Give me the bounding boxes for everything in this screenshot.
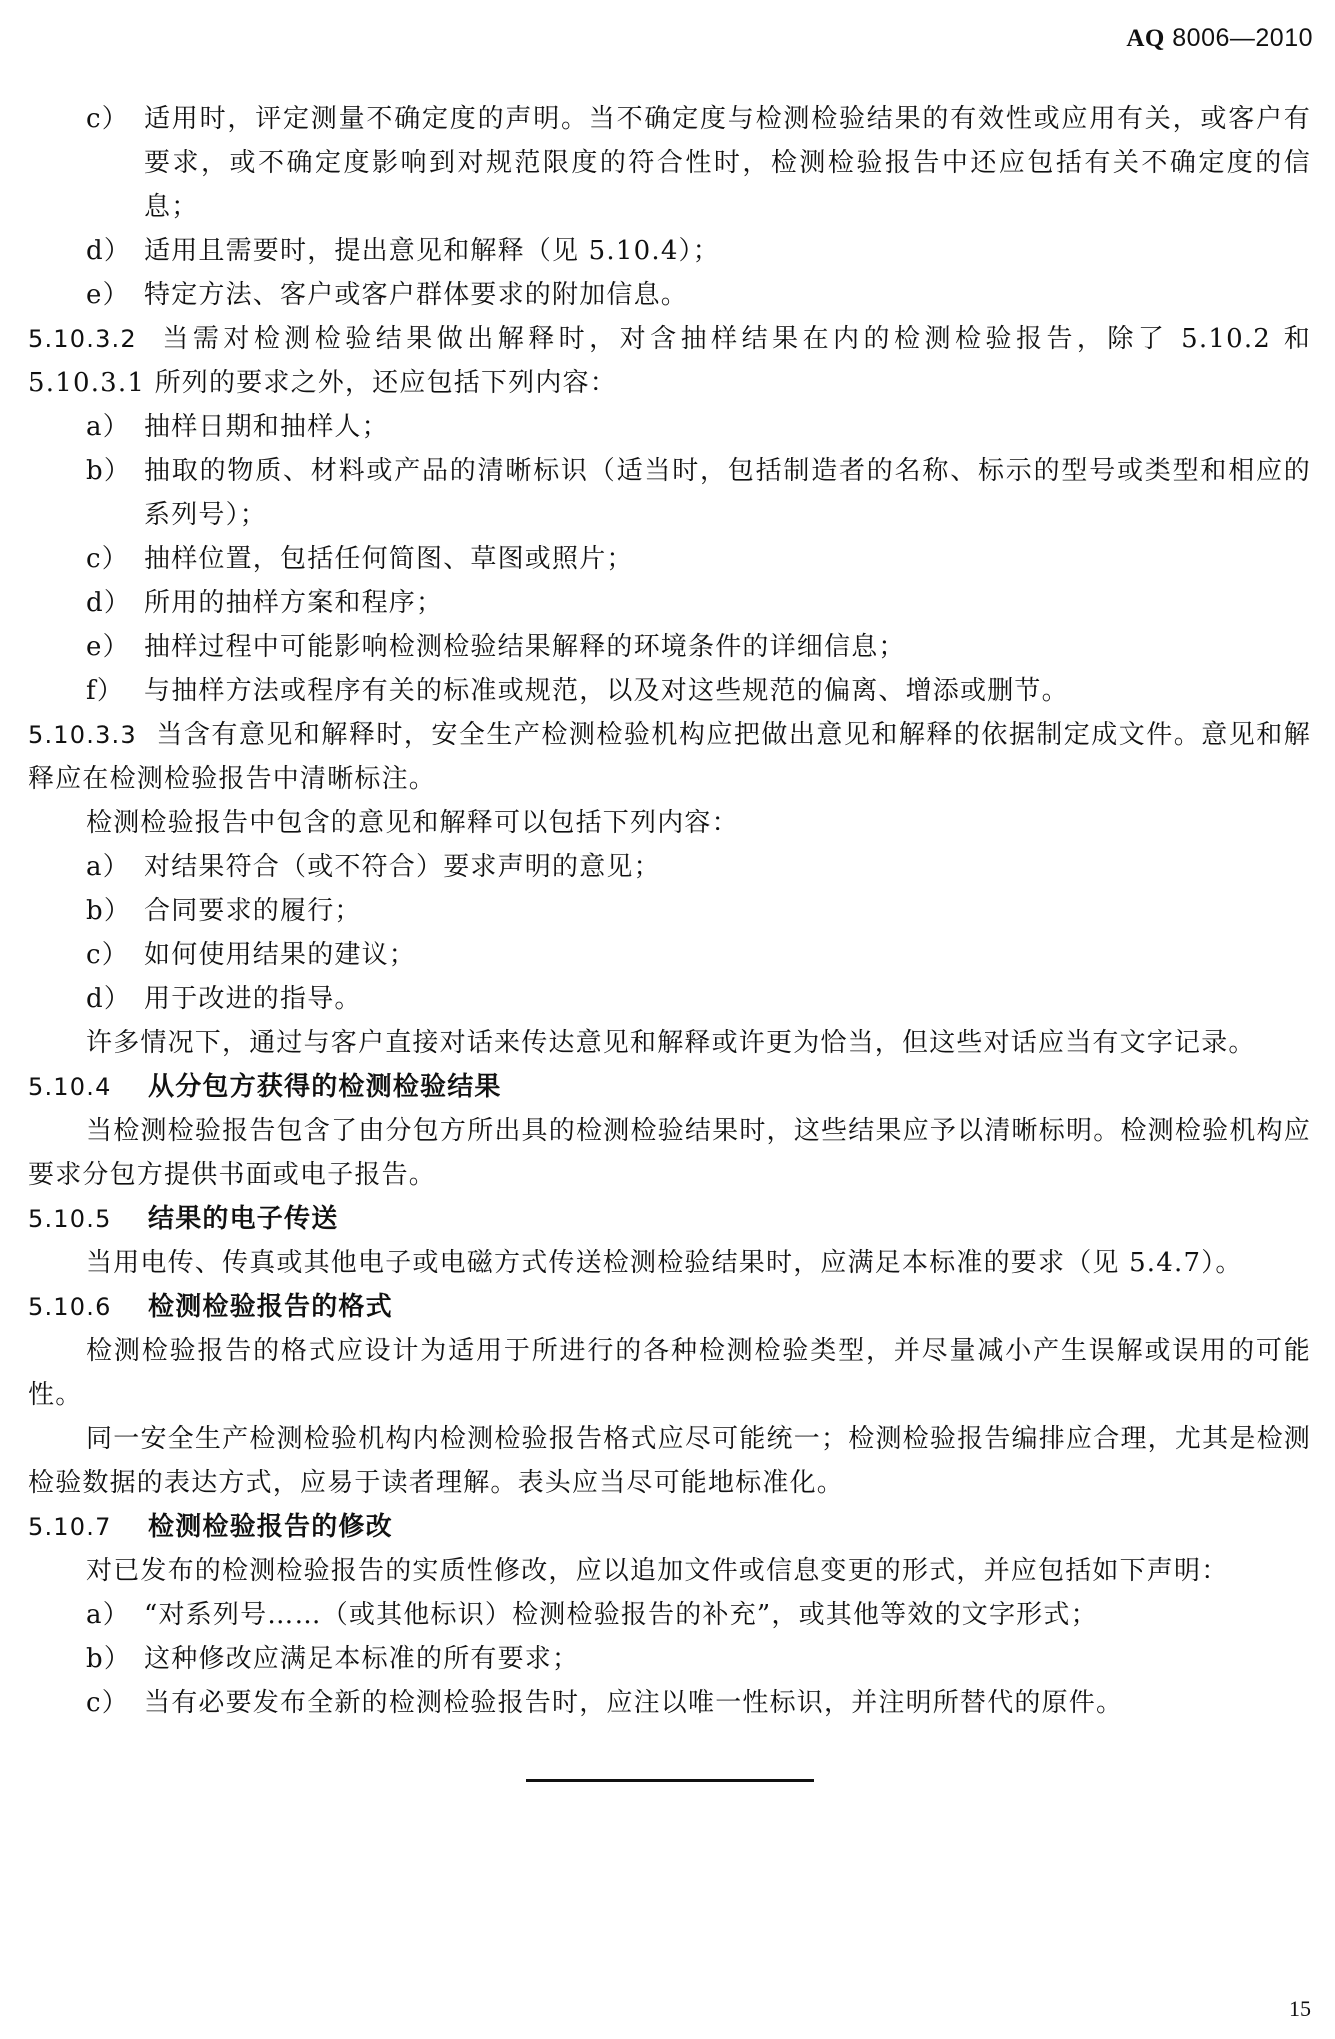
item-label: d） — [86, 984, 132, 1014]
list-item — [28, 405, 1311, 449]
list-item — [28, 97, 1311, 229]
item-text: 与抽样方法或程序有关的标准或规范，以及对这些规范的偏离、增添或删节。 — [144, 676, 1069, 706]
clause-number: 5.10.3.3 — [28, 721, 137, 749]
item-label: e） — [86, 280, 130, 310]
item-label: d） — [86, 588, 132, 618]
section-heading — [28, 1285, 1311, 1329]
list-item — [28, 273, 1311, 317]
item-label: b） — [86, 896, 132, 926]
item-text: 合同要求的履行； — [144, 896, 362, 926]
section-number: 5.10.6 — [28, 1293, 112, 1321]
section-heading — [28, 1505, 1311, 1549]
item-label: f） — [86, 676, 125, 706]
item-text: 这种修改应满足本标准的所有要求； — [144, 1644, 580, 1674]
item-label: c） — [86, 940, 129, 970]
page-number: 15 — [1289, 1996, 1311, 2021]
section-title: 检测检验报告的格式 — [148, 1292, 393, 1322]
list-item — [28, 977, 1311, 1021]
item-text: 适用时，评定测量不确定度的声明。当不确定度与检测检验结果的有效性或应用有关，或客户有要求，或不确定度影响到对规范限度的符合性时，检测检验报告中还应包括有关不确定度的信息； — [144, 104, 1311, 222]
item-label: d） — [86, 236, 132, 266]
item-text: 抽样日期和抽样人； — [144, 412, 389, 442]
standard-prefix: AQ — [1126, 25, 1165, 52]
item-text: “对系列号……（或其他标识）检测检验报告的补充”，或其他等效的文字形式； — [144, 1600, 1098, 1630]
paragraph: 当检测检验报告包含了由分包方所出具的检测检验结果时，这些结果应予以清晰标明。检测检验机构应要求分包方提供书面或电子报告。 — [28, 1116, 1311, 1190]
list-item — [28, 537, 1311, 581]
item-label: a） — [86, 852, 130, 882]
item-label: a） — [86, 412, 130, 442]
section-number: 5.10.5 — [28, 1205, 112, 1233]
item-label: c） — [86, 1688, 129, 1718]
item-text: 所用的抽样方案和程序； — [144, 588, 444, 618]
item-text: 对结果符合（或不符合）要求声明的意见； — [144, 852, 661, 882]
clause-5-10-3-3 — [28, 713, 1311, 801]
list-item — [28, 229, 1311, 273]
list-item — [28, 449, 1311, 537]
item-text: 用于改进的指导。 — [144, 984, 362, 1014]
item-label: c） — [86, 104, 129, 134]
section-number: 5.10.7 — [28, 1513, 112, 1541]
item-text: 特定方法、客户或客户群体要求的附加信息。 — [144, 280, 689, 310]
item-text: 如何使用结果的建议； — [144, 940, 417, 970]
paragraph: 同一安全生产检测检验机构内检测检验报告格式应尽可能统一；检测检验报告编排应合理，尤其是检测检验数据的表达方式，应易于读者理解。表头应当尽可能地标准化。 — [28, 1424, 1311, 1498]
section-title: 检测检验报告的修改 — [148, 1512, 393, 1542]
item-label: b） — [86, 1644, 132, 1674]
page-body — [28, 97, 1311, 1725]
paragraph: 检测检验报告的格式应设计为适用于所进行的各种检测检验类型，并尽量减小产生误解或误用的可能性。 — [28, 1336, 1311, 1410]
list-item — [28, 581, 1311, 625]
list-item — [28, 1681, 1311, 1725]
item-label: b） — [86, 456, 132, 486]
standard-number: 8006—2010 — [1172, 24, 1313, 52]
list-item — [28, 933, 1311, 977]
item-text: 抽取的物质、材料或产品的清晰标识（适当时，包括制造者的名称、标示的型号或类型和相应的系列号）； — [144, 456, 1311, 530]
item-text: 抽样过程中可能影响检测检验结果解释的环境条件的详细信息； — [144, 632, 906, 662]
list-item — [28, 669, 1311, 713]
list-item — [28, 1637, 1311, 1681]
clause-5-10-3-2 — [28, 317, 1311, 405]
section-heading — [28, 1065, 1311, 1109]
paragraph: 对已发布的检测检验报告的实质性修改，应以追加文件或信息变更的形式，并应包括如下声明： — [86, 1556, 1229, 1586]
item-label: e） — [86, 632, 130, 662]
clause-number: 5.10.3.2 — [28, 325, 137, 353]
list-item — [28, 845, 1311, 889]
clause-text: 当含有意见和解释时，安全生产检测检验机构应把做出意见和解释的依据制定成文件。意见和解释应在检测检验报告中清晰标注。 — [28, 720, 1311, 794]
paragraph: 当用电传、传真或其他电子或电磁方式传送检测检验结果时，应满足本标准的要求（见 5.4.7）。 — [86, 1248, 1243, 1278]
list-item — [28, 1593, 1311, 1637]
section-title: 结果的电子传送 — [148, 1204, 339, 1234]
paragraph: 许多情况下，通过与客户直接对话来传达意见和解释或许更为恰当，但这些对话应当有文字记录。 — [86, 1028, 1256, 1058]
end-rule — [526, 1779, 814, 1782]
item-label: a） — [86, 1600, 130, 1630]
item-text: 适用且需要时，提出意见和解释（见 5.10.4）； — [144, 236, 720, 266]
section-number: 5.10.4 — [28, 1073, 112, 1101]
paragraph: 检测检验报告中包含的意见和解释可以包括下列内容： — [86, 808, 739, 838]
list-item — [28, 625, 1311, 669]
section-heading — [28, 1197, 1311, 1241]
item-text: 抽样位置，包括任何简图、草图或照片； — [144, 544, 634, 574]
document-header — [1126, 24, 1313, 53]
item-label: c） — [86, 544, 129, 574]
section-title: 从分包方获得的检测检验结果 — [148, 1072, 502, 1102]
list-item — [28, 889, 1311, 933]
clause-text: 当需对检测检验结果做出解释时，对含抽样结果在内的检测检验报告，除了 5.10.2 和 5.10.3.1 所列的要求之外，还应包括下列内容： — [28, 324, 1311, 398]
item-text: 当有必要发布全新的检测检验报告时，应注以唯一性标识，并注明所替代的原件。 — [144, 1688, 1124, 1718]
